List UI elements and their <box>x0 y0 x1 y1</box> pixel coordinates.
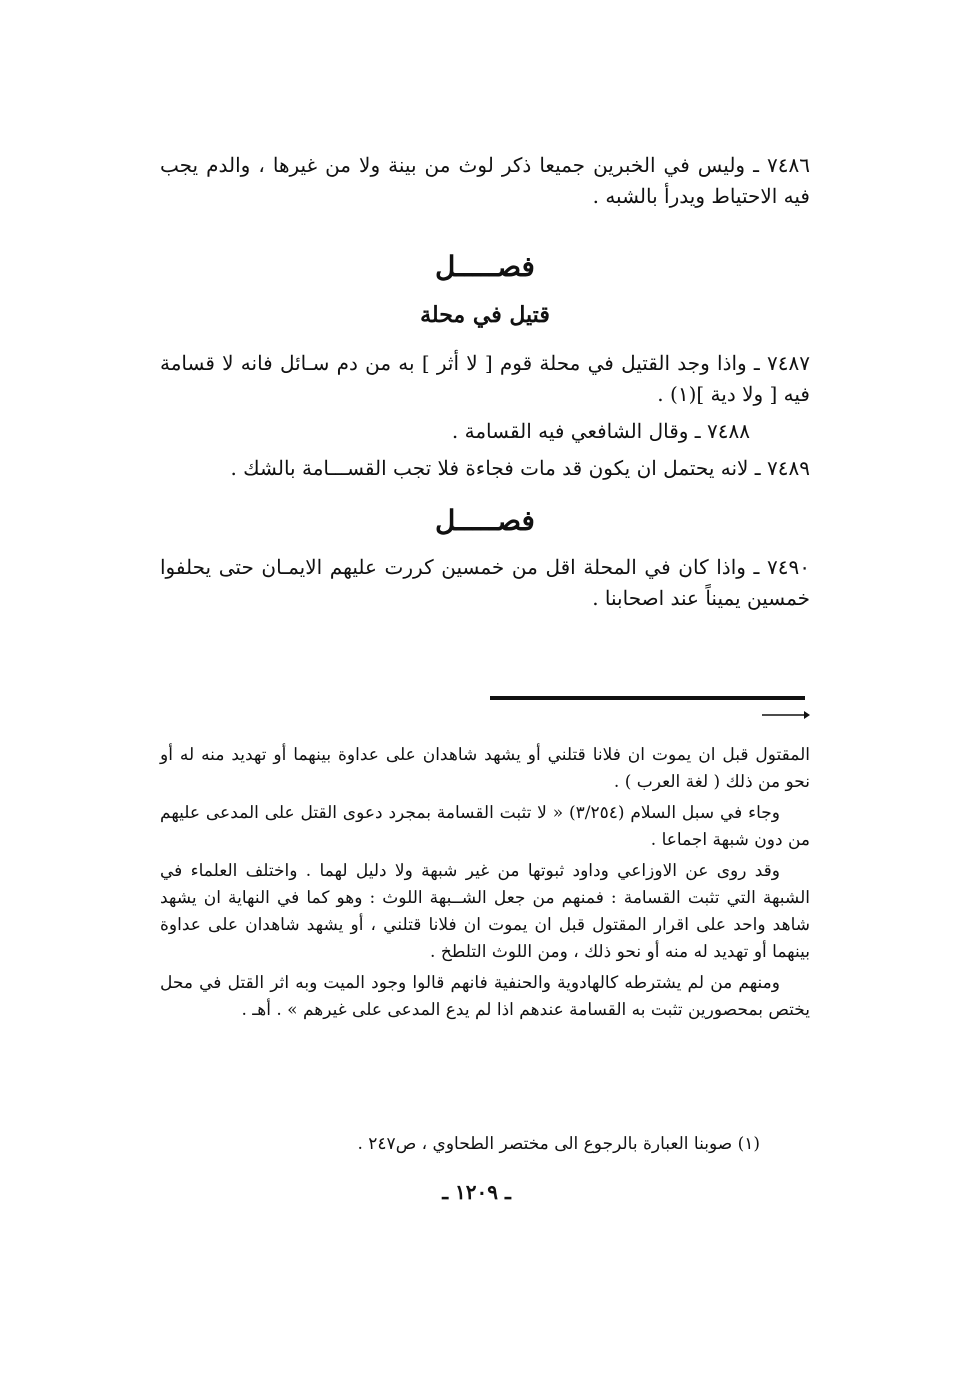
footnote-separator <box>490 696 805 700</box>
footnote: (١) صوبنا العبارة بالرجوع الى مختصر الطحاوي ، ص٢٤٧ . <box>357 1134 760 1154</box>
main-text <box>160 150 810 614</box>
section-heading-2: فصـــــل <box>435 504 535 537</box>
paragraph-7486: ٧٤٨٦ ـ وليس في الخبرين جميعا ذكر لوث من بينة ولا من غيرها ، والدم يجب فيه الاحتياط ويدرأ بالشبه . <box>160 153 810 208</box>
note-2: وجاء في سبل السلام (٣/٢٥٤) « لا تثبت القسامة بمجرد دعوى القتل على المدعى عليهم من دون شبهة اجماعا . <box>160 803 810 850</box>
note-3: وقد روى عن الاوزاعي وداود ثبوتها من غير شبهة ولا دليل لهما . واختلف العلماء في الشبهة التي تثبت القسامة : فمنهم من جعل الشــبهة اللوث : وهو كما في النهاية ان يشهد شاهد واحد على اقرار المقتول قبل ان يموت ان فلانا قتلني ، أو يشهد شاهدان على عداوة بينهما أو تهديد له منه أو نحو ذلك ، ومن اللوث التلطخ . <box>160 861 810 962</box>
section-subheading: قتيل في محلة <box>420 302 550 328</box>
paragraph-7487: ٧٤٨٧ ـ واذا وجد القتيل في محلة قوم [ لا أثر ] به من دم سـائل فانه لا قسامة فيه [ ولا دية ](١) . <box>160 351 810 406</box>
paragraph-7489: ٧٤٨٩ ـ لانه يحتمل ان يكون قد مات فجاءة فلا تجب القســـامة بالشك . <box>230 456 810 480</box>
arrow-right-icon <box>762 708 810 722</box>
paragraph-7488: ٧٤٨٨ ـ وقال الشافعي فيه القسامة . <box>451 419 750 443</box>
paragraph-7490: ٧٤٩٠ ـ واذا كان في المحلة اقل من خمسين كررت عليهم الايمـان حتى يحلفوا خمسين يميناً عند اصحابنا . <box>160 555 810 610</box>
note-4: ومنهم من لم يشترطه كالهادوية والحنفية فانهم قالوا وجود الميت وبه اثر القتل في محل يختص بمحصورين تثبت به القسامة عندهم اذا لم يدع المدعى على غيرهم » . أهـ . <box>160 973 810 1020</box>
section-heading-1: فصـــــل <box>435 250 535 283</box>
notes-block <box>160 742 810 1024</box>
page-number: ـ ١٢٠٩ ـ <box>442 1180 511 1204</box>
note-1: المقتول قبل ان يموت ان فلانا قتلني أو يشهد شاهدان على عداوة بينهما أو تهديد منه له أو نحو من ذلك ( لغة العرب ) . <box>160 745 810 792</box>
